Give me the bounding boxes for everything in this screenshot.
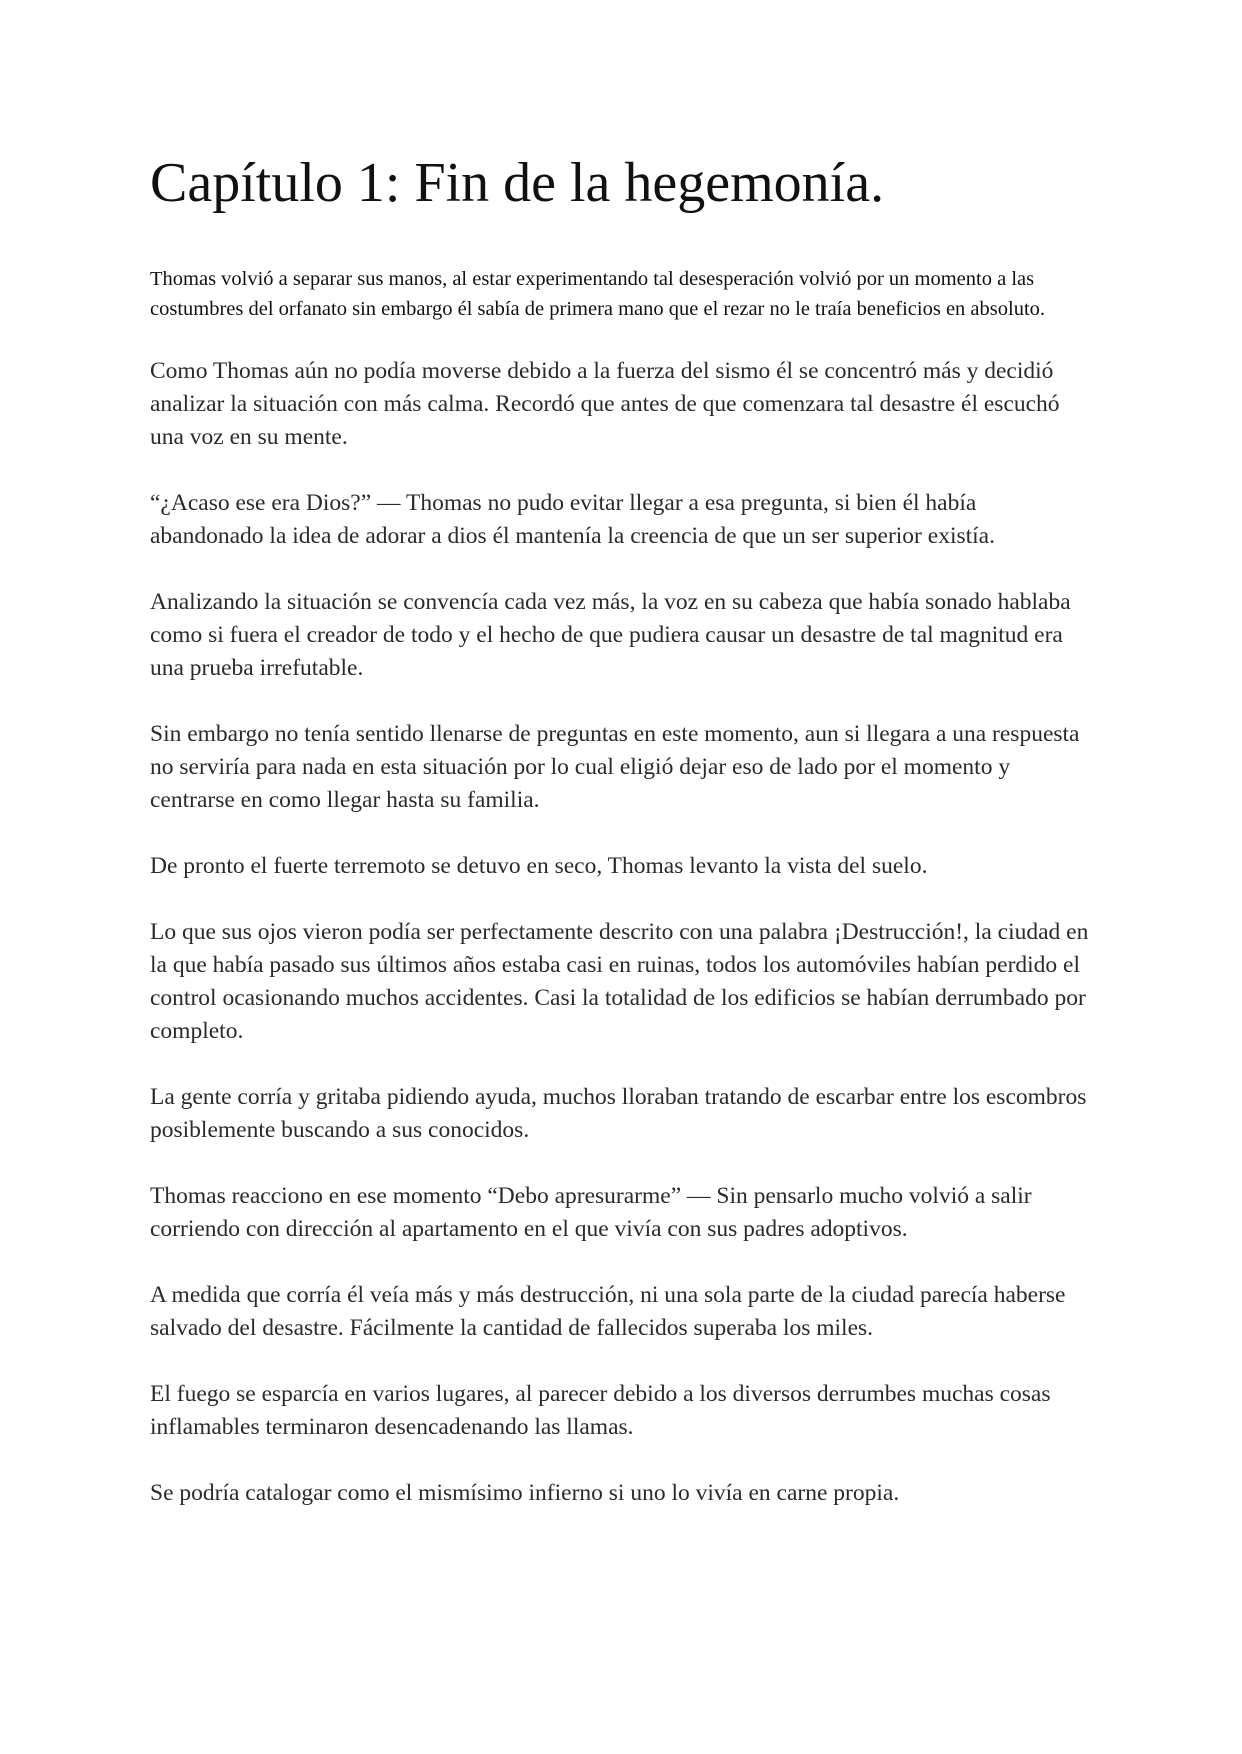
document-body — [150, 150, 1095, 1510]
paragraph: Lo que sus ojos vieron podía ser perfectamente descrito con una palabra ¡Destrucción!, la ciudad en la que había pasado sus últimos años estaba casi en ruinas, todos los automóviles habían perdido el control ocasionando muchos accidentes. Casi la totalidad de los edificios se habían derrumbado por completo. — [150, 919, 1089, 1044]
paragraph: De pronto el fuerte terremoto se detuvo en seco, Thomas levanto la vista del suelo. — [150, 853, 928, 879]
paragraph: Sin embargo no tenía sentido llenarse de preguntas en este momento, aun si llegara a una respuesta no serviría para nada en esta situación por lo cual eligió dejar eso de lado por el momento y centrarse en como llegar hasta su familia. — [150, 721, 1080, 813]
paragraph: “¿Acaso ese era Dios?” — Thomas no pudo evitar llegar a esa pregunta, si bien él había abandonado la idea de adorar a dios él mantenía la creencia de que un ser superior existía. — [150, 490, 995, 549]
paragraph: El fuego se esparcía en varios lugares, al parecer debido a los diversos derrumbes muchas cosas inflamables terminaron desencadenando las llamas. — [150, 1381, 1051, 1440]
paragraph: Se podría catalogar como el mismísimo infierno si uno lo vivía en carne propia. — [150, 1480, 900, 1506]
paragraph: La gente corría y gritaba pidiendo ayuda, muchos lloraban tratando de escarbar entre los escombros posiblemente buscando a sus conocidos. — [150, 1084, 1087, 1143]
paragraph: A medida que corría él veía más y más destrucción, ni una sola parte de la ciudad parecía haberse salvado del desastre. Fácilmente la cantidad de fallecidos superaba los miles. — [150, 1282, 1066, 1341]
paragraph: Thomas reacciono en ese momento “Debo apresurarme” — Sin pensarlo mucho volvió a salir corriendo con dirección al apartamento en el que vivía con sus padres adoptivos. — [150, 1183, 1032, 1242]
intro-paragraph: Thomas volvió a separar sus manos, al estar experimentando tal desesperación volvió por un momento a las costumbres del orfanato sin embargo él sabía de primera mano que el rezar no le traía beneficios en absoluto. — [150, 268, 1046, 320]
chapter-title: Capítulo 1: Fin de la hegemonía. — [150, 152, 885, 214]
paragraph: Como Thomas aún no podía moverse debido a la fuerza del sismo él se concentró más y decidió analizar la situación con más calma. Recordó que antes de que comenzara tal desastre él escuchó una voz en su mente. — [150, 358, 1060, 450]
paragraph: Analizando la situación se convencía cada vez más, la voz en su cabeza que había sonado hablaba como si fuera el creador de todo y el hecho de que pudiera causar un desastre de tal magnitud era una prueba irrefutable. — [150, 589, 1071, 681]
